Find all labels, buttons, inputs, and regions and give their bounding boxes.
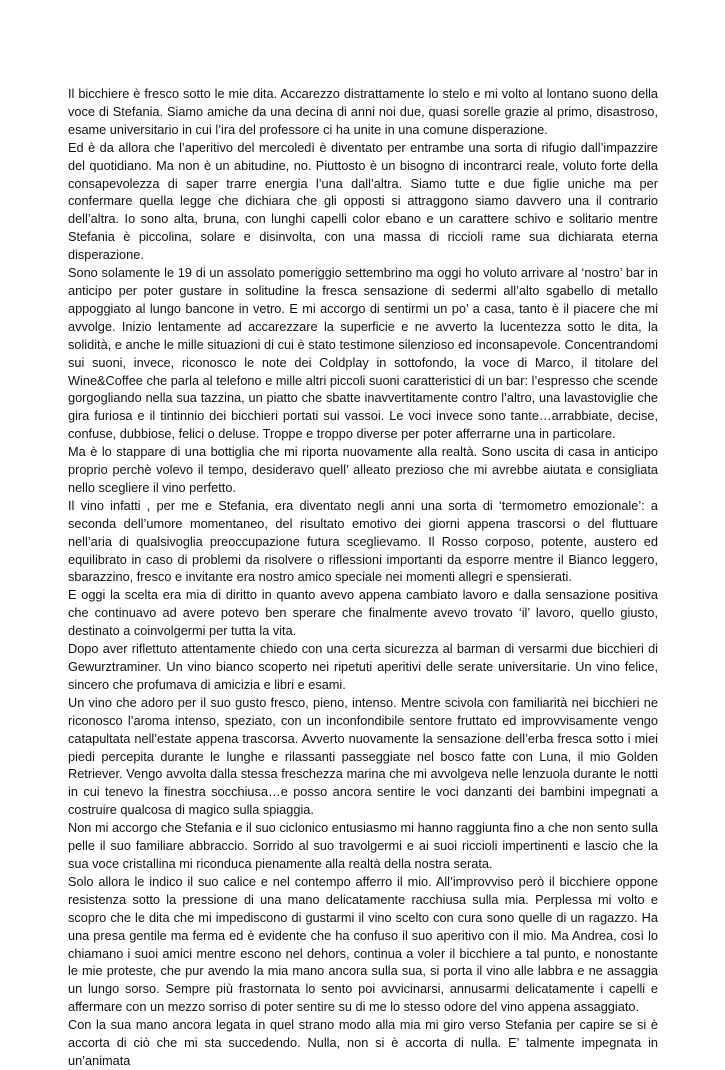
paragraph-5: Il vino infatti , per me e Stefania, era diventato negli anni una sorta di ‘termometro emozionale’: a seconda dell’umore momentaneo, del risultato emotivo dei giorni appena trascorsi o del fluttuare nell’aria di qualsivoglia preoccupazione futura sceglievamo. Il Rosso corposo, potente, austero ed equilibrato in caso di problemi da risolvere o riflessioni importanti da esporre mentre il Bianco leggero, sbarazzino, fresco e invitante era nostro amico speciale nei momenti allegri e spensierati.	[68, 497, 658, 585]
paragraph-8: Un vino che adoro per il suo gusto fresco, pieno, intenso. Mentre scivola con familiarità nei bicchieri ne riconosco l’aroma intenso, speziato, con un inconfondibile sentore fruttato ed improvvisamente vengo catapultata nell’estate appena trascorsa. Avverto nuovamente la sensazione dell’erba fresca sotto i miei piedi percepita durante le lunghe e rilassanti passeggiate nel bosco fatte con Luna, il mio Golden Retriever. Vengo avvolta dalla stessa freschezza marina che mi avvolgeva nelle lenzuola durante le notti in cui tenevo la finestra socchiusa…e posso ancora sentire le voci danzanti dei bambini impegnati a costruire qualcosa di magico sulla spiaggia.	[68, 694, 658, 818]
paragraph-10: Solo allora le indico il suo calice e nel contempo afferro il mio. All’improvviso però il bicchiere oppone resistenza sotto la pressione di una mano delicatamente racchiusa sulla mia. Perplessa mi volto e scopro che le dita che mi impediscono di gustarmi il vino scelto con cura sono quelle di un ragazzo. Ha una presa gentile ma ferma ed è evidente che ha confuso il suo aperitivo con il mio. Ma Andrea, così lo chiamano i suoi amici mentre escono nel dehors, continua a voler il bicchiere a tal punto, e nonostante le mie proteste, che pur avendo la mia mano ancora sulla sua, si porta il vino alle labbra e ne assaggia un lungo sorso. Sempre più frastornata lo sento poi avvicinarsi, annusarmi delicatamente i capelli e affermare con un mezzo sorriso di poter sentire su di me lo stesso odore del vino appena assaggiato.	[68, 873, 658, 1015]
document-page	[68, 85, 658, 1070]
paragraph-7: Dopo aver riflettuto attentamente chiedo con una certa sicurezza al barman di versarmi due bicchieri di Gewurztraminer. Un vino bianco scoperto nei ripetuti aperitivi delle serate universitarie. Un vino felice, sincero che profumava di amicizia e libri e esami.	[68, 641, 658, 692]
paragraph-3: Sono solamente le 19 di un assolato pomeriggio settembrino ma oggi ho voluto arrivare al ‘nostro’ bar in anticipo per poter gustare in solitudine la fresca sensazione di sedermi all’alto sgabello di metallo appoggiato al lungo bancone in vetro. E mi accorgo di sentirmi un po’ a casa, tanto è il piacere che mi avvolge. Inizio lentamente ad accarezzare la superficie e ne avverto la lucentezza sotto le dita, la solidità, e anche le mille situazioni di cui è stato testimone silenzioso ed inconsapevole. Concentrandomi sui suoni, invece, riconosco le note dei Coldplay in sottofondo, la voce di Marco, il titolare del Wine&Coffee che parla al telefono e mille altri piccoli suoni caratteristici di un bar: l’espresso che scende gorgogliando nella sua tazzina, un piatto che sbatte inavvertitamente contro l’altro, una lavastoviglie che gira furiosa e il tintinnio dei bicchieri portati sui vassoi. Le voci invece sono tante…arrabbiate, decise, confuse, dubbiose, felici o deluse. Troppe e troppo diverse per poter afferrarne una in particolare.	[68, 265, 658, 442]
paragraph-9: Non mi accorgo che Stefania e il suo ciclonico entusiasmo mi hanno raggiunta fino a che non sento sulla pelle il suo familiare abbraccio. Sorrido al suo travolgermi e ai suoi riccioli impertinenti e lascio che la sua voce cristallina mi riconduca pienamente alla realtà della nostra serata.	[68, 820, 658, 871]
paragraph-4: Ma è lo stappare di una bottiglia che mi riporta nuovamente alla realtà. Sono uscita di casa in anticipo proprio perchè volevo il tempo, desideravo quell’ alleato prezioso che mi avrebbe aiutata e consigliata nello scegliere il vino perfetto.	[68, 444, 658, 495]
paragraph-11: Con la sua mano ancora legata in quel strano modo alla mia mi giro verso Stefania per capire se si è accorta di ciò che mi sta succedendo. Nulla, non si è accorta di nulla. E’ talmente impegnata in un’animata	[68, 1017, 658, 1068]
paragraph-1: Il bicchiere è fresco sotto le mie dita. Accarezzo distrattamente lo stelo e mi volto al lontano suono della voce di Stefania. Siamo amiche da una decina di anni noi due, quasi sorelle grazie al primo, disastroso, esame universitario in cui l’ira del professore ci ha unite in una comune disperazione.	[68, 86, 658, 137]
paragraph-6: E oggi la scelta era mia di diritto in quanto avevo appena cambiato lavoro e dalla sensazione positiva che continuavo ad avere potevo ben sperare che finalmente avevo trovato ‘il’ lavoro, quello giusto, destinato a coinvolgermi per tutta la vita.	[68, 587, 658, 639]
paragraph-2: Ed è da allora che l’aperitivo del mercoledì è diventato per entrambe una sorta di rifugio dall’impazzire del quotidiano. Ma non è un abitudine, no. Piuttosto è un bisogno di incontrarci reale, voluto forte della consapevolezza di saper trarre energia l’una dall’altra. Siamo tutte e due figlie uniche ma per confermare quella legge che dichiara che gli opposti si attraggono siamo davvero una il contrario dell’altra. Io sono alta, bruna, con lunghi capelli color ebano e un carattere schivo e solitario mentre Stefania è piccolina, solare e disinvolta, con una massa di riccioli rame sua dichiarata eterna disperazione.	[68, 139, 658, 263]
